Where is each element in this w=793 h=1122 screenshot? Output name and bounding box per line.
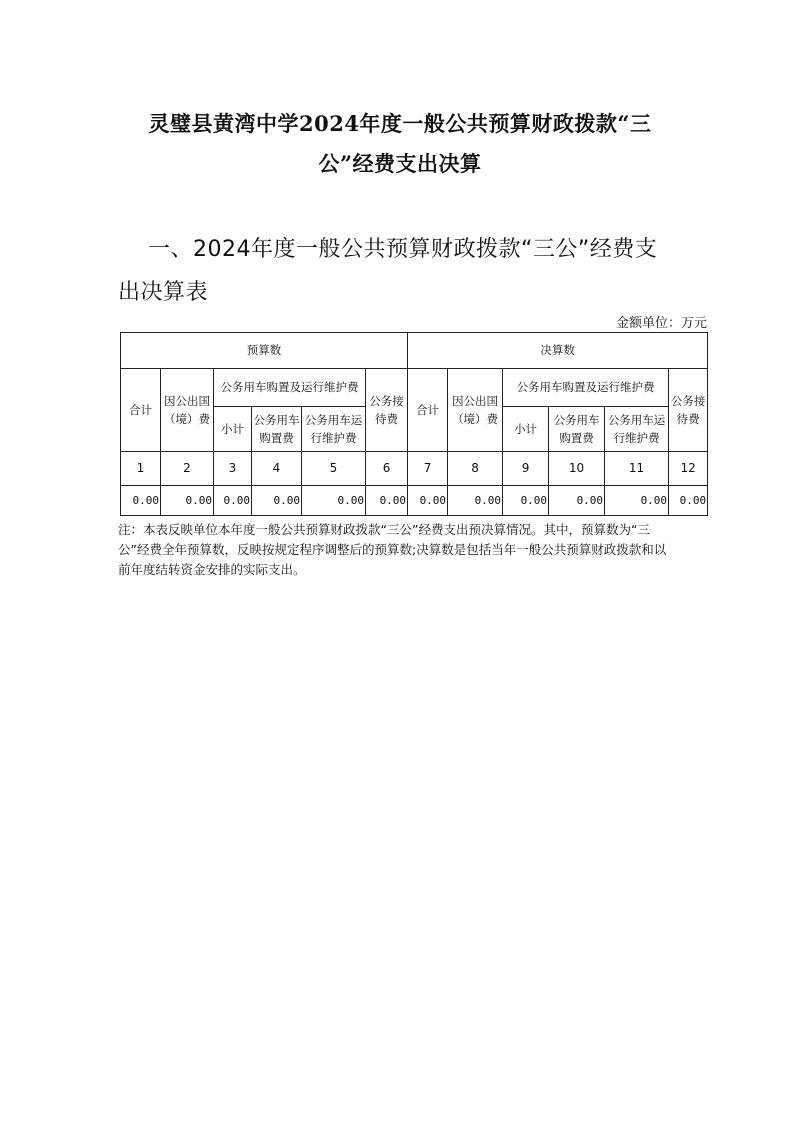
table-group-header-row <box>121 333 708 369</box>
column-index: 7 <box>408 452 448 486</box>
value-cell: 0.00 <box>408 486 448 516</box>
value-cell: 0.00 <box>669 486 708 516</box>
value-cell: 0.00 <box>121 486 161 516</box>
column-index: 5 <box>302 452 366 486</box>
budget-subtotal-header: 小计 <box>214 407 252 452</box>
table-column-header-row <box>121 369 708 407</box>
table-index-row <box>121 452 708 486</box>
value-cell: 0.00 <box>214 486 252 516</box>
value-cell: 0.00 <box>161 486 214 516</box>
value-cell: 0.00 <box>605 486 669 516</box>
amount-unit-label: 金额单位：万元 <box>615 316 707 331</box>
column-index: 4 <box>252 452 302 486</box>
final-abroad-header: 因公出国（境）费 <box>448 369 503 452</box>
value-cell: 0.00 <box>252 486 302 516</box>
budget-vehicle-purchase-header: 公务用车购置费 <box>252 407 302 452</box>
final-reception-header: 公务接待费 <box>669 369 708 452</box>
column-index: 12 <box>669 452 708 486</box>
final-vehicle-operation-header: 公务用车运行维护费 <box>605 407 669 452</box>
three-public-expenses-table <box>120 332 708 516</box>
final-total-header: 合计 <box>408 369 448 452</box>
value-cell: 0.00 <box>302 486 366 516</box>
column-index: 8 <box>448 452 503 486</box>
budget-reception-header: 公务接待费 <box>366 369 408 452</box>
budget-abroad-header: 因公出国（境）费 <box>161 369 214 452</box>
budget-vehicle-operation-header: 公务用车运行维护费 <box>302 407 366 452</box>
final-group-header: 决算数 <box>408 333 708 369</box>
section-heading-line1: 一、2024年度一般公共预算财政拨款“三公”经费支 <box>148 237 658 262</box>
column-index: 10 <box>549 452 605 486</box>
column-index: 1 <box>121 452 161 486</box>
budget-group-header: 预算数 <box>121 333 408 369</box>
value-cell: 0.00 <box>549 486 605 516</box>
table-row <box>121 486 708 516</box>
table-footnote: 注：本表反映单位本年度一般公共预算财政拨款“三公”经费支出预决算情况。其中，预算数为“三公”经费全年预算数，反映按规定程序调整后的预算数;决算数是包括当年一般公共预算财政拨款和以前年度结转资金安排的实际支出。 <box>118 522 667 577</box>
section-heading-line2: 出决算表 <box>118 280 209 305</box>
value-cell: 0.00 <box>503 486 549 516</box>
document-title-line2: 公”经费支出决算 <box>318 151 482 176</box>
final-vehicle-group-header: 公务用车购置及运行维护费 <box>503 369 669 407</box>
document-title-line1: 灵璧县黄湾中学2024年度一般公共预算财政拨款“三 <box>148 111 652 136</box>
budget-vehicle-group-header: 公务用车购置及运行维护费 <box>214 369 366 407</box>
final-vehicle-purchase-header: 公务用车购置费 <box>549 407 605 452</box>
budget-total-header: 合计 <box>121 369 161 452</box>
column-index: 2 <box>161 452 214 486</box>
column-index: 9 <box>503 452 549 486</box>
column-index: 11 <box>605 452 669 486</box>
final-subtotal-header: 小计 <box>503 407 549 452</box>
column-index: 3 <box>214 452 252 486</box>
column-index: 6 <box>366 452 408 486</box>
value-cell: 0.00 <box>448 486 503 516</box>
value-cell: 0.00 <box>366 486 408 516</box>
